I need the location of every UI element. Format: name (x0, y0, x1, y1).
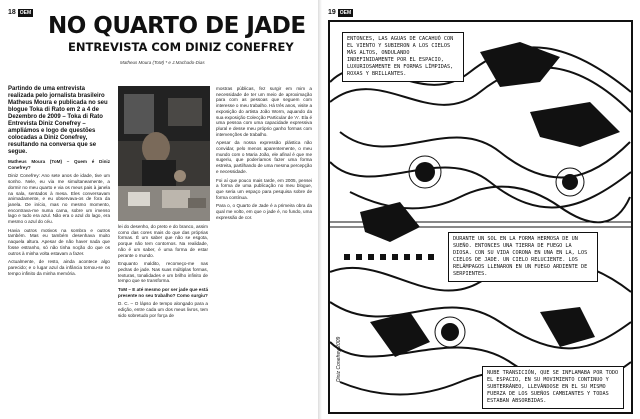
body-paragraph: mostras públicas, fez surgir em mim a necessidade de ter um meio de aproximação para com as pessoas que seguem com interesse o meu trabalho. Há três anos, visite a exposição do artista João Worm, aquando da sua exposição Colecção Particular de 'A'. Ela é uma pessoa com uma capacidade expressiva plural e desse meu próprio ganho formas com intervenções de trabalho. (216, 86, 313, 137)
right-page (328, 8, 633, 414)
text-column-3 (216, 86, 312, 223)
left-page-header (8, 8, 33, 18)
text-column-1 (8, 86, 110, 279)
page-number: 19 (328, 9, 336, 16)
interview-question: ToM – E até mesmo por ser jade que está presente no seu trabalho? Como surgiu? (118, 287, 208, 298)
artist-signature: Diniz Conefrey 2009 (336, 336, 342, 382)
body-paragraph: Para o, o Quarto de Jade é a primeira obra da qual me volto, em que o jade é, no fundo, uma expressão de cor. (216, 203, 312, 220)
article-byline: Matheus Moura (ToM) * e J.Machado-Dias (120, 60, 205, 65)
body-paragraph: Enquanto maldito, recomeço-me nas pedras de jade. Nas suas múltiplas formas, texturas, tonalidades e um brilho infinito de tempo que se transforma. (118, 261, 208, 284)
interview-answer: D. C. – O lápso de tempo alongado para a edição, entre cada um dos meus livros, tem sido sobretudo por força de (118, 301, 208, 318)
page-number: 18 (8, 9, 16, 16)
body-paragraph: lei do desenho, do preto e do branco, assim como das cores mais do que das próprias formas. É um saber que não se esgota, porque não tem contornos. Na realidade, não é um saber, é uma forma de estar perante o mundo. (118, 224, 208, 258)
left-page (8, 8, 313, 414)
comic-caption: ENTONCES, LAS AGUAS DE CACAHUÓ CON EL VIENTO Y SUBIERON A LOS CIELOS MÁS ALTOS, ONDULANDO INDEFINIDAMENTE POR EL ESPACIO, LUXURIOSAMENTE EN FORMAS LÍMPIDAS, ROXAS Y BRILLANTES. (342, 32, 464, 82)
body-paragraph: Havia outros motivos na sombra e outros também. Mas eu também desenhava muito naquela altura. Apesar de não haver nada que fosse estranho, só não tinha noção do que os outros à minha volta estavam a fazer. (8, 227, 110, 256)
photo-image (118, 86, 210, 221)
page-gutter (318, 0, 322, 419)
interview-question: Matheus Moura (ToM) – Quem é Diniz Conefrey? (8, 159, 110, 170)
article-subtitle: ENTREVISTA COM DINIZ CONEFREY (68, 40, 294, 54)
right-page-header (328, 8, 353, 18)
magazine-logo: OEM (19, 10, 32, 16)
comic-illustration (328, 20, 633, 414)
article-lead: Partindo de uma entrevista realizada pelo jornalista brasileiro Matheus Moura e publicada no seu blogue Toka di Rato em 2 a 4 de Dezembro de 2009 – Toka di Rato Entrevista Diniz Conefrey – ampliámos e logo de questões colocadas a Diniz Conefrey, resultando na conversa que se segue. (8, 86, 108, 155)
interview-answer: Diniz Conefrey: Ano sete anos de idade, tive um sonho. Nele, eu via me simultaneamente, a dormir no meu quarto e via os meus pais à janela na sala, sentados à mesa. Eles conversavam animadamente, e eu observava-os de fora da janela. De início, mas no mesmo momento, encontrava-me numa cama, sobre um imenso lago e tudo era azul. Não era o azul do lago, era mesmo o azul do céu. (8, 173, 110, 225)
comic-caption: NUBE TRANSICIÓN, QUE SE INFLAMABA POR TODO EL ESPACIO, EN SU MOVIMIENTO CONTINUO Y SUBTERRÁNEO, LLEVÁNDOSE EN EL SU MISMO FUERZA DE LOS SUEÑOS CAMBIANTES Y TODAS ESTABAN ABSORBIDAS. (482, 366, 624, 409)
text-column-2 (118, 224, 208, 322)
artist-photo (118, 86, 210, 221)
body-paragraph: Apesar da nossa expressão plástica não convidar, pelo menos aparentemente, o meu mundo com o Maria João, ele afinal é que me sugeriu, que poderíamos fazer uma forma estreita, partilhando de uma mesma percepção e necessidade. (216, 140, 313, 174)
magazine-logo: OEM (339, 10, 352, 16)
comic-caption: DURANTE UN SOL EN LA FORMA HERMOSA DE UN SUEÑO. ENTONCES UNA TIERRA DE FUEGO LA DIOSA. CON SU VIDA CORONA EN UNA EN LA, LOS CIELOS DE JADE. UN CIELO RELUCIENTE. LOS RELÁMPAGOS LLENARON EN UN FUEGO ARDIENTE DE SERPIENTES. (448, 232, 598, 282)
article-title: NO QUARTO DE JADE (48, 13, 306, 39)
body-paragraph: Foi aí que pouco mais tarde, em 2005, pensei a forma de uma publicação no meu blogue, que seria um espaço para pesquisa sobre de forma contínua. (216, 177, 312, 200)
body-paragraph: Actualmente, de resto, ainda acontece algo parecido; e o lugar azul da infância tornou-se no tempo infinito da minha memória. (8, 259, 110, 276)
